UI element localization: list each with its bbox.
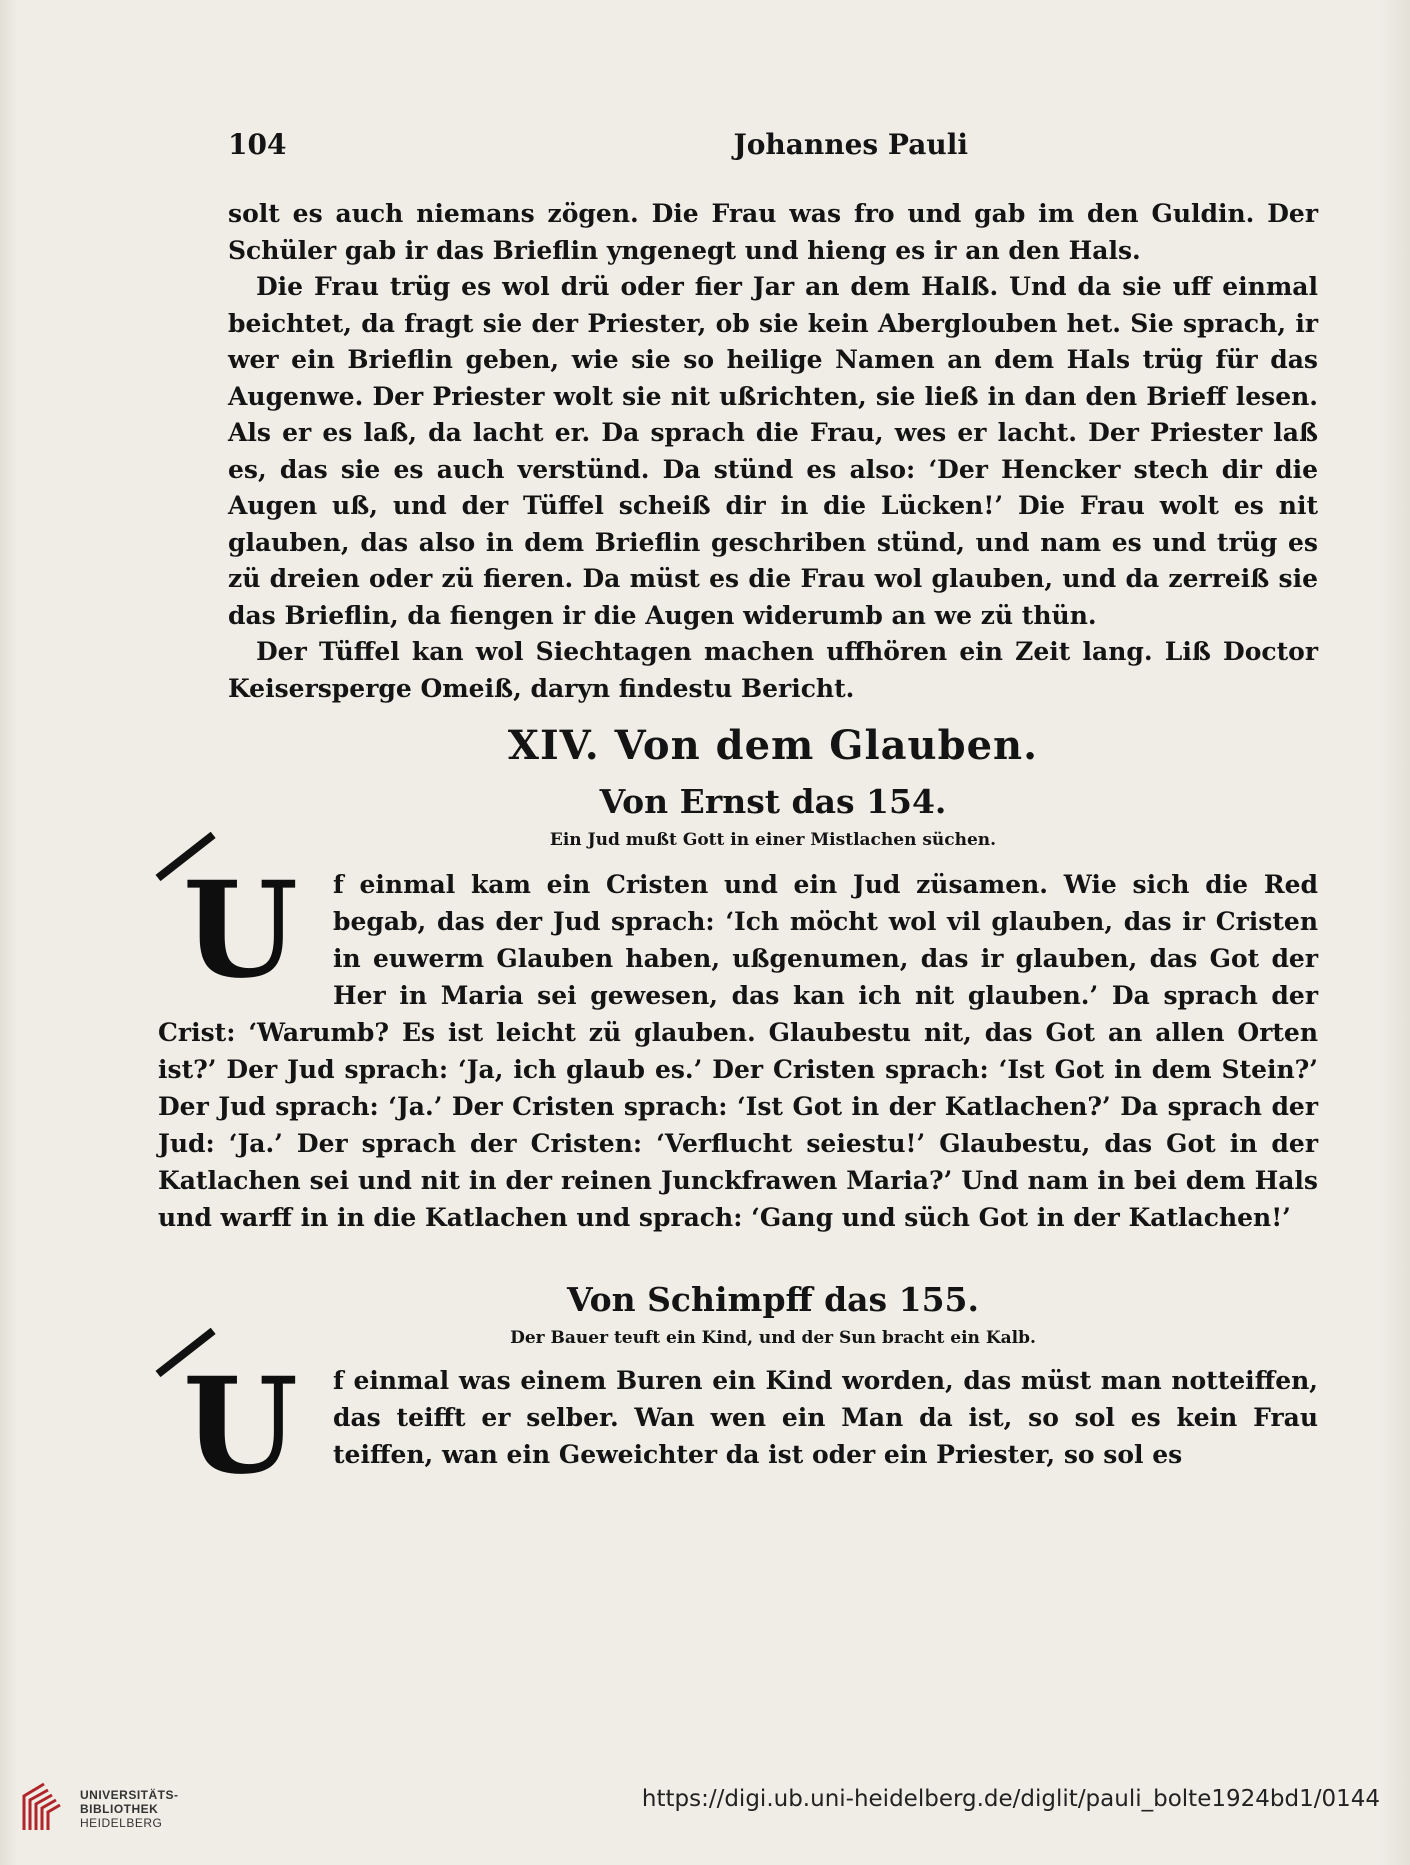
running-head <box>228 128 1318 168</box>
body-text-top <box>228 196 1318 707</box>
section-subtitle-155: Der Bauer teuft ein Kind, und der Sun bracht ein Kalb. <box>510 1328 1036 1348</box>
section-subtitle-154: Ein Jud mußt Gott in einer Mistlachen süchen. <box>549 830 997 850</box>
page-number: 104 <box>228 128 287 161</box>
paragraph: Die Frau trüg es wol drü oder fier Jar an dem Halß. Und da sie uff einmal beichtet, da fragt sie der Priester, ob sie kein Aberglouben het. Sie sprach, ir wer ein Brieflin geben, wie sie so heilige Namen an dem Hals trüg für das Augenwe. Der Priester wolt sie nit ußrichten, sie ließ in dan den Brieff lesen. Als er es laß, da lacht er. Da sprach die Frau, wes er lacht. Der Priester laß es, das sie es auch verstünd. Da stünd es also: ‘Der Hencker stech dir die Augen uß, und der Tüffel scheiß dir in die Lücken!’ Die Frau wolt es nit glauben, das also in dem Brieflin geschriben stünd, und nam es und trüg es zü dreien oder zü fieren. Da müst es die Frau wol glauben, und da zerreiß sie das Brieflin, da fiengen ir die Augen widerumb an we zü thün. <box>228 272 1318 630</box>
paragraph: solt es auch niemans zögen. Die Frau was fro und gab im den Guldin. Der Schüler gab ir das Brieflin yngenegt und hieng es ir an den Hals. <box>228 199 1318 265</box>
paragraph: Der Tüffel kan wol Siechtagen machen uffhören ein Zeit lang. Liß Doctor Keisersperge Omeiß, daryn findestu Bericht. <box>228 637 1318 703</box>
library-logo-text: UNIVERSITÄTS- BIBLIOTHEK HEIDELBERG <box>80 1788 179 1830</box>
section-heading-154: Von Ernst das 154. <box>599 782 947 821</box>
story-text: f einmal kam ein Cristen und ein Jud züsamen. Wie sich die Red begab, das der Jud sprach: ‘Ich möcht wol vil glauben, das ir Cristen in euwerm Glauben haben, ußgenumen, das ir glauben, das Got der Her in Maria sei gewesen, das kan ich nit glauben.’ Da sprach der Crist: ‘Warumb? Es ist leicht zü glauben. Glaubestu nit, das Got an allen Orten ist?’ Der Jud sprach: ‘Ja, ich glaub es.’ Der Cristen sprach: ‘Ist Got in dem Stein?’ Der Jud sprach: ‘Ja.’ Der Cristen sprach: ‘Ist Got in der Katlachen?’ Da sprach der Jud: ‘Ja.’ Der sprach der Cristen: ‘Verflucht seiestu!’ Glaubestu, das Got in der Katlachen sei und nit in der reinen Junckfrawen Maria?’ Und nam in bei dem Hals und warff in in die Katlachen und sprach: ‘Gang und süch Got in der Katlachen!’ <box>158 870 1318 1232</box>
story-155 <box>158 1349 1318 1504</box>
story-text: f einmal was einem Buren ein Kind worden, das müst man notteiffen, das teifft er selber. Wan wen ein Man da ist, so sol es kein Frau teiffen, wan ein Geweichter da ist oder ein Priester, so sol es <box>333 1366 1318 1469</box>
story-154 <box>158 853 1318 1236</box>
chapter-heading: XIV. Von dem Glauben. <box>507 722 1039 769</box>
drop-initial: U <box>158 868 323 993</box>
section-heading-155: Von Schimpff das 155. <box>567 1280 979 1319</box>
source-url-link[interactable]: https://digi.ub.uni-heidelberg.de/diglit/pauli_bolte1924bd1/0144 <box>641 1786 1380 1812</box>
library-logo-icon <box>18 1778 74 1836</box>
drop-initial: U <box>158 1364 323 1489</box>
library-logo[interactable] <box>18 1778 188 1836</box>
header-title: Johannes Pauli <box>733 128 968 161</box>
